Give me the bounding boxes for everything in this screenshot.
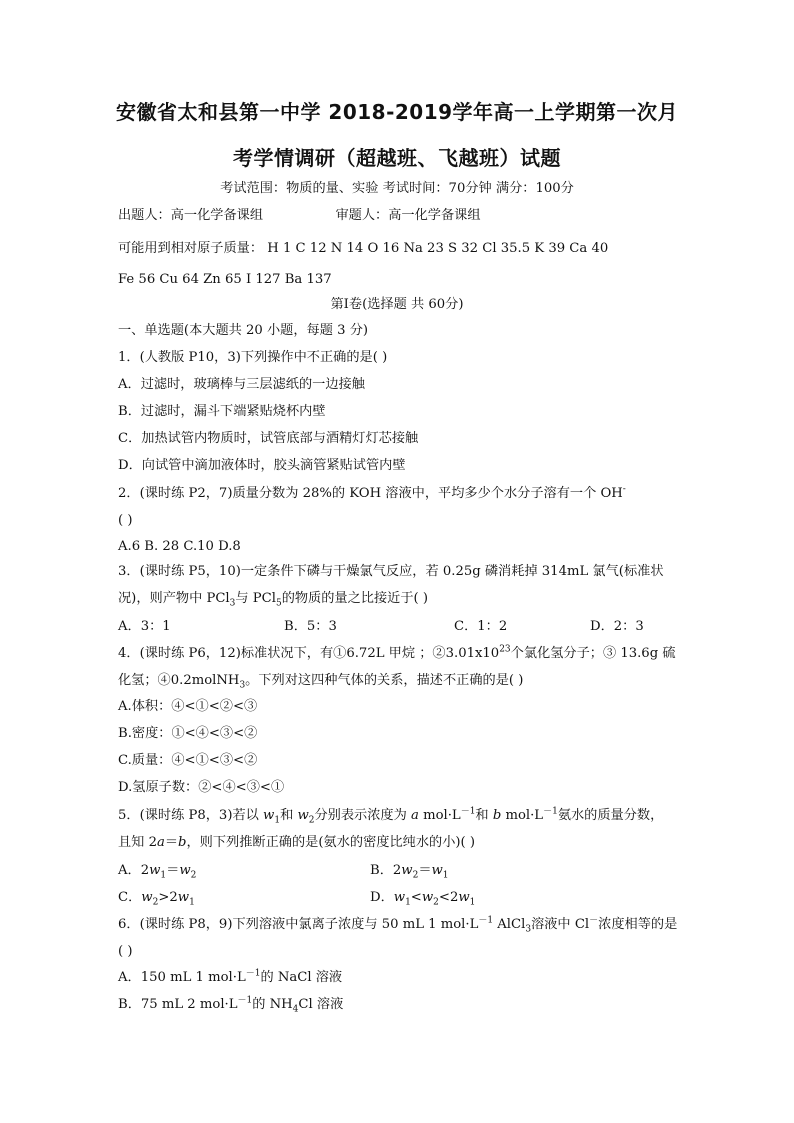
q5-stem1-f: mol·L bbox=[501, 808, 544, 823]
q4-option-a: A.体积：④<①<②<③ bbox=[118, 699, 258, 714]
title-line-2: 考学情调研（超越班、飞越班）试题 bbox=[233, 146, 561, 170]
q5-stem1-e: 和 bbox=[475, 808, 493, 823]
q3-stem2-c: 的物质的量之比接近于( ) bbox=[281, 591, 429, 606]
q5-sub: 2 bbox=[190, 870, 197, 881]
q2-stem bbox=[118, 484, 626, 504]
q5-w: w bbox=[141, 890, 153, 905]
q5-option-d bbox=[370, 888, 475, 908]
q6-sub-3: 3 bbox=[525, 924, 532, 935]
q3-option-d: D．2：3 bbox=[590, 619, 644, 634]
atomic-mass-line-2: Fe 56 Cu 64 Zn 65 I 127 Ba 137 bbox=[118, 272, 332, 287]
q5-w: w bbox=[179, 863, 191, 878]
q5-stem1-b: 和 bbox=[280, 808, 298, 823]
q5-w: w bbox=[149, 863, 161, 878]
q5-stem-line-1 bbox=[118, 806, 663, 826]
q5-w: w bbox=[177, 890, 190, 905]
q5-d-mid2: <2 bbox=[438, 890, 459, 905]
q5-sub: 1 bbox=[469, 897, 476, 908]
q5-sub: 2 bbox=[152, 897, 159, 908]
q4-option-b: B.密度：①<④<③<② bbox=[118, 726, 258, 741]
q4-option-c: C.质量：④<①<③<② bbox=[118, 753, 258, 768]
q6-stem-c: 溶液中 Cl bbox=[531, 917, 590, 932]
q4-stem1-a: 4．(课时练 P6，12)标准状况下，有①6.72L 甲烷 ；②3.01x10 bbox=[118, 646, 500, 661]
q5-stem2-a: 且知 2 bbox=[118, 835, 157, 850]
q6-option-a bbox=[118, 968, 342, 988]
q3-option-b: B．5：3 bbox=[284, 619, 337, 634]
q3-sub-3: 3 bbox=[229, 598, 236, 609]
q4-sub-3: 3 bbox=[239, 680, 246, 691]
q5-c-pre: C． bbox=[118, 890, 142, 905]
q6-sup: －1 bbox=[245, 968, 261, 979]
q4-stem2-a: 化氢；④0.2molNH bbox=[118, 673, 240, 688]
q3-option-c: C．1：2 bbox=[454, 619, 508, 634]
q3-stem2-b: 与 PCl bbox=[235, 591, 276, 606]
q6-stem bbox=[118, 915, 677, 935]
q5-stem1-c: 分别表示浓度为 bbox=[314, 808, 411, 823]
section-header: 一、单选题(本大题共 20 小题，每题 3 分) bbox=[118, 323, 369, 338]
q5-sub-1: 1 bbox=[274, 815, 281, 826]
q5-w: w bbox=[458, 890, 470, 905]
q5-options-ab bbox=[118, 861, 449, 881]
q4-stem-line-1 bbox=[118, 644, 676, 664]
q6-stem-d: 浓度相等的是 bbox=[598, 917, 678, 932]
title-line-1: 安徽省太和县第一中学 2018-2019学年高一上学期第一次月 bbox=[115, 100, 679, 124]
q4-option-d: D.氢原子数：②<④<③<① bbox=[118, 780, 285, 795]
q1-stem: 1．(人教版 P10，3)下列操作中不正确的是( ) bbox=[118, 350, 388, 365]
q5-w: w bbox=[401, 863, 413, 878]
reviewer-text: 审题人：高一化学备课组 bbox=[335, 208, 481, 223]
q6-stem-a: 6．(课时练 P8，9)下列溶液中氯离子浓度与 50 mL 1 mol·L bbox=[118, 917, 479, 932]
q5-b-pre: B．2 bbox=[370, 863, 402, 878]
q5-c-mid: >2 bbox=[158, 890, 178, 905]
q6-stem-b: AlCl bbox=[493, 917, 526, 932]
q5-stem1-d: mol·L bbox=[418, 808, 461, 823]
q6-sub-4: 4 bbox=[292, 1004, 299, 1015]
q3-options-row bbox=[118, 617, 644, 637]
q1-option-a: A．过滤时，玻璃棒与三层滤纸的一边接触 bbox=[118, 377, 365, 392]
q4-stem2-b: 。下列对这四种气体的关系，描述不正确的是( ) bbox=[245, 673, 524, 688]
q4-sup-23: 23 bbox=[499, 644, 511, 655]
q5-sub: 2 bbox=[433, 897, 439, 908]
q5-sub: 1 bbox=[160, 870, 167, 881]
q6-paren: ( ) bbox=[118, 944, 133, 959]
q5-b: b bbox=[178, 835, 187, 850]
q5-lt: < bbox=[410, 890, 422, 905]
part1-header: 第Ⅰ卷(选择题 共 60分) bbox=[330, 297, 464, 312]
q5-eq: ＝ bbox=[166, 863, 180, 878]
q4-stem1-b: 个氯化氢分子；③ 13.6g 硫 bbox=[510, 646, 676, 661]
q3-stem-line-2 bbox=[118, 589, 428, 609]
q5-stem2-b: ＝ bbox=[164, 835, 179, 850]
q5-w: w bbox=[297, 808, 309, 823]
q5-option-b bbox=[370, 861, 449, 881]
q3-stem2-a: 况)，则产物中 PCl bbox=[118, 591, 230, 606]
q5-a: a bbox=[156, 835, 165, 850]
q5-sub: 1 bbox=[189, 897, 195, 908]
q5-sub-2: 2 bbox=[308, 815, 315, 826]
q2-stem-sup: - bbox=[622, 484, 626, 495]
q5-stem1-a: 5．(课时练 P8，3)若以 bbox=[118, 808, 264, 823]
q3-stem-line-1: 3．(课时练 P5，10)一定条件下磷与干燥氯气反应，若 0.25g 磷消耗掉 314mL 氯气(标准状 bbox=[118, 564, 664, 579]
q5-eq: ＝ bbox=[418, 863, 432, 878]
q6-option-b bbox=[118, 995, 343, 1015]
q5-w: w bbox=[421, 890, 434, 905]
q5-sup: －1 bbox=[543, 806, 558, 817]
q5-options-cd bbox=[118, 888, 475, 908]
q6-sup-minus: － bbox=[589, 915, 599, 926]
q6-sup: －1 bbox=[237, 995, 253, 1006]
q5-stem1-g: 氨水的质量分数， bbox=[557, 808, 664, 823]
q3-sub-5: 5 bbox=[275, 598, 282, 609]
q3-option-a: A．3：1 bbox=[118, 619, 171, 634]
q1-option-c: C．加热试管内物质时，试管底部与酒精灯灯芯接触 bbox=[118, 431, 419, 446]
q6-sup: －1 bbox=[478, 915, 494, 926]
q6-b-b: 的 NH bbox=[252, 997, 293, 1012]
q6-a-a: A．150 mL 1 mol·L bbox=[118, 970, 246, 985]
q5-w: w bbox=[263, 808, 275, 823]
q5-sub: 2 bbox=[412, 870, 419, 881]
q5-stem2-c: ，则下列推断正确的是(氨水的密度比纯水的小)( ) bbox=[186, 835, 476, 850]
q5-stem-line-2 bbox=[118, 833, 475, 853]
q6-a-b: 的 NaCl 溶液 bbox=[260, 970, 343, 985]
q5-b: b bbox=[492, 808, 502, 823]
q6-b-a: B．75 mL 2 mol·L bbox=[118, 997, 238, 1012]
q2-options: A.6 B. 28 C.10 D.8 bbox=[118, 539, 241, 554]
q5-option-a bbox=[118, 861, 370, 881]
q4-stem-line-2 bbox=[118, 671, 523, 691]
atomic-mass-line-1: 可能用到相对原子质量： H 1 C 12 N 14 O 16 Na 23 S 32 Cl 35.5 K 39 Ca 40 bbox=[118, 241, 609, 256]
exam-scope-time-score: 考试范围：物质的量、实验 考试时间：70分钟 满分：100分 bbox=[220, 181, 574, 196]
q2-stem-text: 2．(课时练 P2，7)质量分数为 28%的 KOH 溶液中，平均多少个水分子溶有一个 OH bbox=[118, 486, 623, 501]
q5-w: w bbox=[393, 890, 406, 905]
q5-a-pre: A．2 bbox=[118, 863, 150, 878]
q5-sup: －1 bbox=[460, 806, 476, 817]
q5-w: w bbox=[431, 863, 443, 878]
q5-sub: 1 bbox=[442, 870, 449, 881]
q1-option-b: B．过滤时，漏斗下端紧贴烧杯内壁 bbox=[118, 404, 326, 419]
q5-option-c bbox=[118, 888, 370, 908]
q6-b-c: Cl 溶液 bbox=[298, 997, 344, 1012]
q5-a: a bbox=[411, 808, 419, 823]
q5-sub: 1 bbox=[405, 897, 411, 908]
q5-d-pre: D． bbox=[370, 890, 394, 905]
setter-reviewer-row bbox=[118, 206, 481, 226]
q2-paren: ( ) bbox=[118, 513, 133, 528]
setter-text: 出题人：高一化学备课组 bbox=[118, 208, 264, 223]
q1-option-d: D．向试管中滴加液体时，胶头滴管紧贴试管内壁 bbox=[118, 458, 406, 473]
